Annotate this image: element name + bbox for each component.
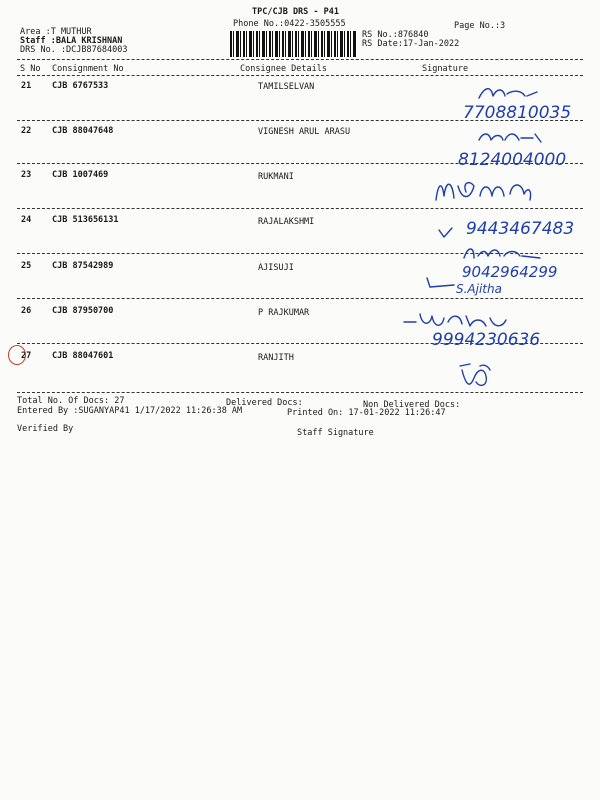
row-consignment: CJB 6767533 — [52, 81, 109, 91]
handwritten-phone: 9443467483 — [466, 219, 575, 239]
column-consignment: Consignment No — [52, 64, 124, 74]
rs-number: RS No.:876840 — [362, 30, 429, 40]
handwritten-phone: 8124004000 — [458, 150, 567, 170]
area-label: Area :T MUTHUR — [20, 27, 92, 37]
row-consignee: RANJITH — [258, 353, 294, 363]
phone-number: Phone No.:0422-3505555 — [233, 19, 346, 29]
staff-label: Staff :BALA KRISHNAN — [20, 36, 123, 46]
signature-scribble — [402, 310, 512, 332]
rs-date: RS Date:17-Jan-2022 — [362, 39, 460, 49]
signature-scribble — [475, 84, 545, 104]
row-sno: 25 — [21, 261, 32, 271]
staff-signature: Staff Signature — [297, 428, 374, 438]
total-docs: Total No. Of Docs: 27 — [17, 396, 125, 406]
row-consignee: VIGNESH ARUL ARASU — [258, 127, 351, 137]
page-number: Page No.:3 — [454, 21, 506, 31]
verified-by: Verified By — [17, 424, 74, 434]
signature-scribble — [456, 362, 496, 392]
column-signature: Signature — [422, 64, 469, 74]
row-consignee: AJISUJI — [258, 263, 294, 273]
row-sno: 27 — [21, 351, 32, 361]
row-consignment: CJB 88047601 — [52, 351, 114, 361]
row-consignment: CJB 1007469 — [52, 170, 109, 180]
signature-scribble — [432, 176, 547, 206]
row-sno: 23 — [21, 170, 32, 180]
handwritten-phone: 9994230636 — [432, 330, 541, 350]
signature-scribble — [475, 128, 550, 148]
row-sno: 24 — [21, 215, 32, 225]
printed-on: Printed On: 17-01-2022 11:26:47 — [287, 408, 446, 418]
document-title: TPC/CJB DRS - P41 — [252, 7, 339, 17]
drs-number: DRS No. :DCJB87684003 — [20, 45, 128, 55]
row-sno: 26 — [21, 306, 32, 316]
footer-divider — [17, 392, 583, 393]
row-sno: 21 — [21, 81, 32, 91]
row-consignment: CJB 87542989 — [52, 261, 114, 271]
row-consignee: P RAJKUMAR — [258, 308, 310, 318]
check-mark — [437, 226, 455, 240]
delivered-docs: Delivered Docs: — [226, 398, 303, 408]
row-consignee: RUKMANI — [258, 172, 294, 182]
row-sno: 22 — [21, 126, 32, 136]
handwritten-phone: 9042964299 — [462, 263, 558, 281]
row-27-circle-mark — [8, 345, 26, 365]
row-divider — [17, 298, 583, 299]
column-consignee: Consignee Details — [240, 64, 327, 74]
arrow-mark — [424, 276, 456, 290]
signature-scribble — [460, 244, 550, 264]
entered-by: Entered By :SUGANYAP41 1/17/2022 11:26:38 AM — [17, 406, 243, 416]
barcode — [230, 31, 357, 57]
handwritten-name: S.Ajitha — [456, 282, 502, 296]
row-consignment: CJB 88047648 — [52, 126, 114, 136]
row-divider — [17, 208, 583, 209]
row-consignment: CJB 513656131 — [52, 215, 119, 225]
row-consignment: CJB 87950700 — [52, 306, 114, 316]
column-sno: S No — [20, 64, 41, 74]
column-divider — [17, 75, 583, 76]
handwritten-phone: 7708810035 — [463, 103, 572, 123]
non-delivered-docs: Non Delivered Docs: — [363, 400, 461, 410]
header-divider — [17, 59, 583, 60]
row-consignee: RAJALAKSHMI — [258, 217, 315, 227]
row-consignee: TAMILSELVAN — [258, 82, 315, 92]
